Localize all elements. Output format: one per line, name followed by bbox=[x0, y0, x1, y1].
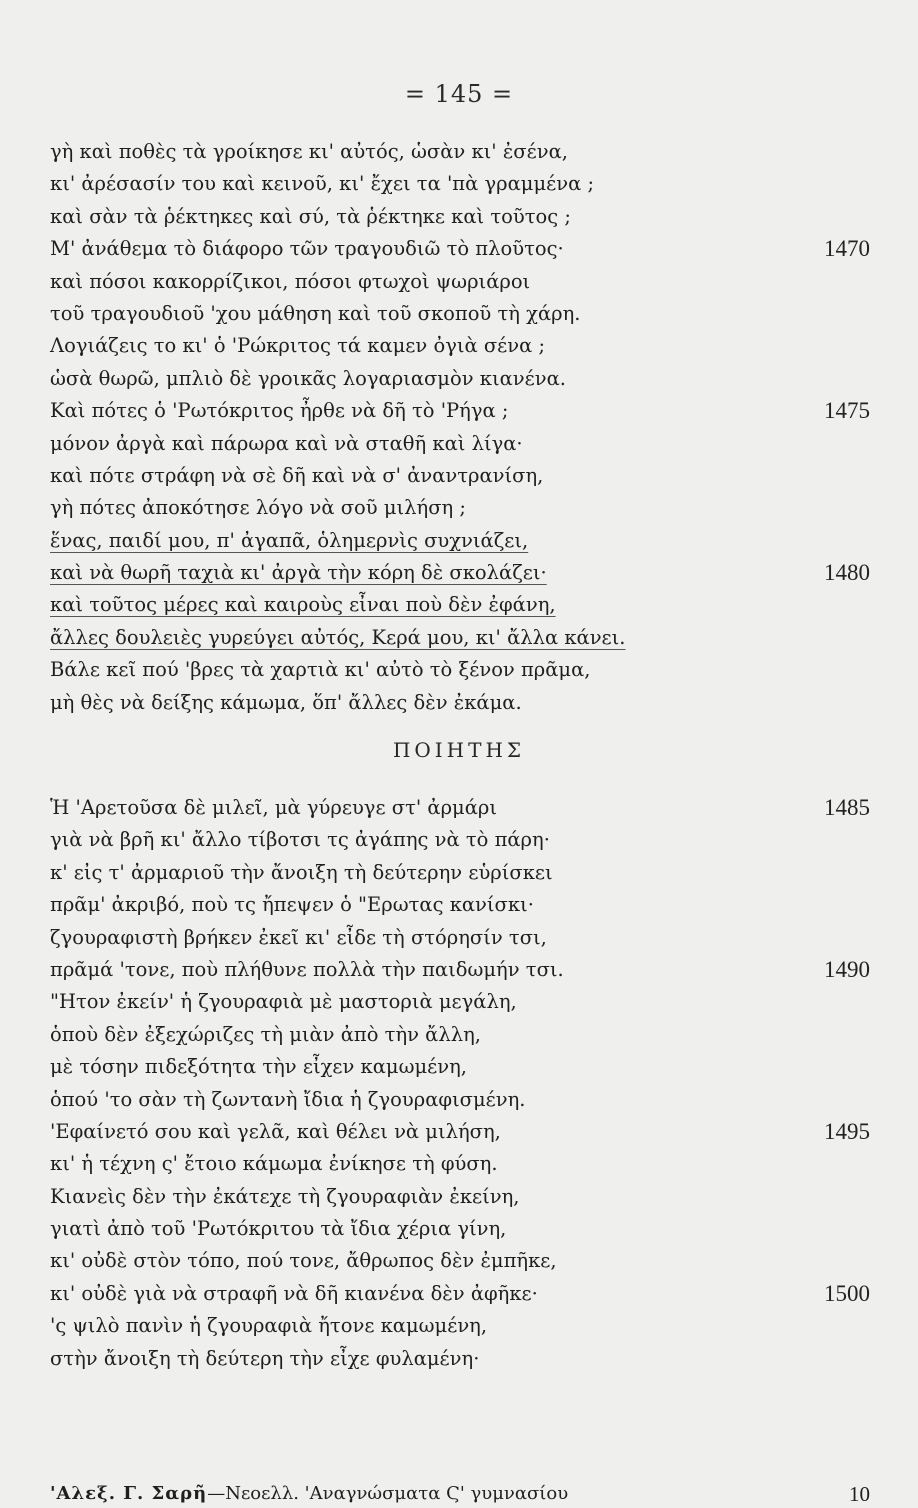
verse-line: 'ς ψιλὸ πανὶν ἡ ζγουραφιὰ ἤτονε καμωμένη, bbox=[50, 1314, 488, 1338]
verse-line: ὁπού 'το σὰν τὴ ζωντανὴ ἴδια ἡ ζγουραφισμένη. bbox=[50, 1087, 526, 1111]
verse-line: πρᾶμ' ἀκριβό, ποὺ τς ἤπεψεν ὁ "Ερωτας κανίσκι· bbox=[50, 893, 534, 917]
verse-line: "Ητον ἐκείν' ἡ ζγουραφιὰ μὲ μαστοριὰ μεγάλη, bbox=[50, 990, 517, 1014]
verse-line: γιατὶ ἀπὸ τοῦ 'Ρωτόκριτου τὰ ἴδια χέρια γίνη, bbox=[50, 1217, 507, 1241]
verse-line: ὁποὺ δὲν ἐξεχώριζες τὴ μιὰν ἀπὸ τὴν ἄλλη, bbox=[50, 1022, 481, 1046]
verse-line: μὲ τόσην πιδεξότητα τὴν εἶχεν καμωμένη, bbox=[50, 1055, 468, 1079]
verse-line: γὴ καὶ ποθὲς τὰ γροίκησε κι' αὐτός, ὡσὰν κι' ἐσένα, bbox=[50, 140, 568, 163]
verse-line: ὡσὰ θωρῶ, μπλιὸ δὲ γροικᾶς λογαριασμὸν κιανένα. bbox=[50, 366, 566, 390]
verse-line-underlined: ἄλλες δουλειὲς γυρεύγει αὐτός, Κερά μου, κι' ἄλλα κάνει. bbox=[50, 625, 626, 649]
page-number: = 145 = bbox=[404, 80, 514, 108]
footer-book-title: —Νεοελλ. 'Αναγνώσματα Ϛ' γυμνασίου bbox=[207, 1483, 569, 1504]
verse-line: Λογιάζεις το κι' ὁ 'Ρώκριτος τά καμεν ὀγιὰ σένα ; bbox=[50, 334, 546, 358]
verse-line: Κιανεὶς δὲν τὴν ἐκάτεχε τὴ ζγουραφιὰν ἐκείνη, bbox=[50, 1184, 520, 1208]
signature-number: 10 bbox=[849, 1482, 870, 1506]
line-number: 1495 bbox=[824, 1118, 870, 1144]
line-number: 1475 bbox=[824, 398, 870, 424]
stanza-2 bbox=[50, 792, 870, 1506]
verse-line: πρᾶμά 'τονε, ποὺ πλήθυνε πολλὰ τὴν παιδωμήν τσι. 1490 bbox=[50, 954, 870, 986]
verse-line: γὴ πότες ἀποκότησε λόγο νὰ σοῦ μιλήση ; bbox=[50, 496, 466, 520]
verse-line: ζγουραφιστὴ βρήκεν ἐκεῖ κι' εἶδε τὴ στόρησίν τσι, bbox=[50, 925, 547, 949]
verse-line: Ἡ 'Αρετοῦσα δὲ μιλεῖ, μὰ γύρευγε στ' ἀρμάρι 1485 bbox=[50, 792, 870, 824]
verse-line: κι' ἀρέσασίν του καὶ κεινοῦ, κι' ἔχει τα 'πὰ γραμμένα ; bbox=[50, 172, 595, 196]
verse-line: καὶ πότε στράφη νὰ σὲ δῆ καὶ νὰ σ' ἀναντρανίση, bbox=[50, 463, 544, 487]
verse-line: τοῦ τραγουδιοῦ 'χου μάθηση καὶ τοῦ σκοποῦ τὴ χάρη. bbox=[50, 301, 581, 325]
verse-line: κ' εἰς τ' ἀρμαριοῦ τὴν ἄνοιξη τὴ δεύτερην εὑρίσκει bbox=[50, 860, 553, 884]
verse-line: μὴ θὲς νὰ δείξης κάμωμα, ὅπ' ἄλλες δὲν ἐκάμα. bbox=[50, 690, 522, 714]
verse-line: Βάλε κεῖ πού 'βρες τὰ χαρτιὰ κι' αὐτὸ τὸ ξένον πρᾶμα, bbox=[50, 658, 591, 682]
stanza-1 bbox=[50, 136, 870, 719]
verse-line-underlined: ἕνας, παιδί μου, π' ἀγαπᾶ, ὁλημερνὶς συχνιάζει, bbox=[50, 528, 529, 552]
verse-line-underlined: καὶ τοῦτος μέρες καὶ καιροὺς εἶναι ποὺ δὲν ἐφάνη, bbox=[50, 593, 556, 617]
verse-line: Μ' ἀνάθεμα τὸ διάφορο τῶν τραγουδιῶ τὸ πλοῦτος· 1470 bbox=[50, 233, 870, 265]
verse-line: καὶ σὰν τὰ ῥέκτηκες καὶ σύ, τὰ ῥέκτηκε καὶ τοῦτος ; bbox=[50, 204, 571, 228]
verse-line: καὶ πόσοι κακορρίζικοι, πόσοι φτωχοὶ ψωριάροι bbox=[50, 269, 531, 293]
line-number: 1500 bbox=[824, 1280, 870, 1306]
line-number: 1480 bbox=[824, 560, 870, 586]
verse-line: μόνον ἀργὰ καὶ πάρωρα καὶ νὰ σταθῆ καὶ λίγα· bbox=[50, 431, 523, 455]
verse-line: γιὰ νὰ βρῆ κι' ἄλλο τίβοτσι τς ἀγάπης νὰ τὸ πάρη· bbox=[50, 828, 550, 852]
verse-line: κι' ἡ τέχνη ς' ἔτοιο κάμωμα ἐνίκησε τὴ φύση. bbox=[50, 1152, 498, 1176]
page-footer bbox=[50, 1480, 870, 1508]
verse-line-underlined: καὶ νὰ θωρῆ ταχιὰ κι' ἀργὰ τὴν κόρη δὲ σκολάζει· 1480 bbox=[50, 557, 870, 589]
line-number: 1485 bbox=[824, 795, 870, 820]
footer-author: 'Αλεξ. Γ. Σαρῆ bbox=[50, 1483, 208, 1504]
verse-line: 'Εφαίνετό σου καὶ γελᾶ, καὶ θέλει νὰ μιλήση, 1495 bbox=[50, 1116, 870, 1148]
line-number: 1470 bbox=[824, 236, 870, 262]
line-number: 1490 bbox=[824, 956, 870, 982]
section-heading: ΠΟΙΗΤΗΣ bbox=[392, 738, 526, 762]
verse-line: κι' οὐδὲ γιὰ νὰ στραφῆ νὰ δῆ κιανένα δὲν ἀφῆκε· 1500 bbox=[50, 1278, 870, 1310]
verse-line: κι' οὐδὲ στὸν τόπο, πού τονε, ἄθρωπος δὲν ἐμπῆκε, bbox=[50, 1249, 557, 1273]
verse-line: Καὶ πότες ὁ 'Ρωτόκριτος ἦρθε νὰ δῆ τὸ 'Ρήγα ; 1475 bbox=[50, 395, 870, 427]
verse-line: στὴν ἄνοιξη τὴ δεύτερη τὴν εἶχε φυλαμένη· bbox=[50, 1346, 480, 1370]
